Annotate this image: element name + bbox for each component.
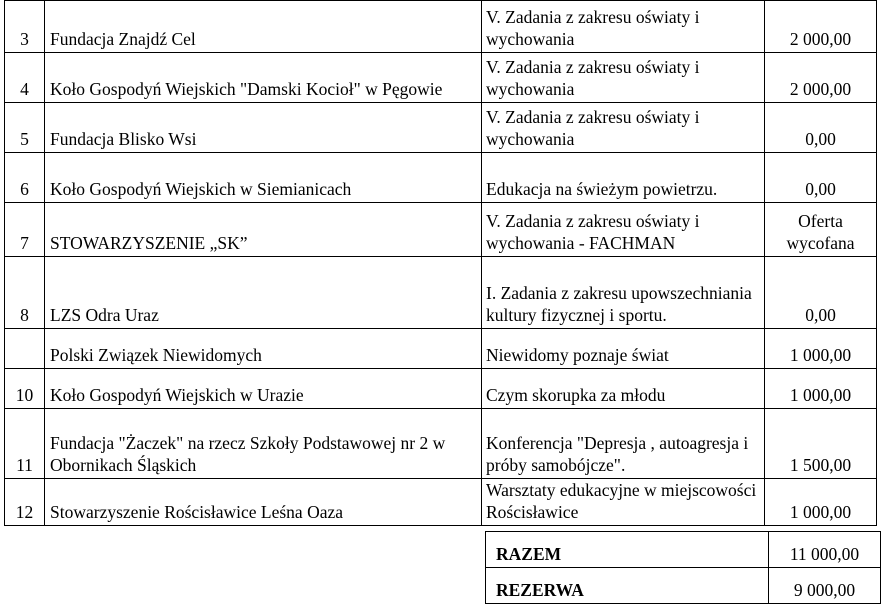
grant-amount: 2 000,00 (765, 1, 877, 53)
table-row (5, 479, 877, 526)
rezerwa-label: REZERWA (486, 568, 769, 604)
organization-name: STOWARZYSZENIE „SK” (45, 203, 482, 257)
task-description: Niewidomy poznaje świat (482, 329, 765, 369)
row-number: 10 (5, 369, 45, 409)
row-number: 4 (5, 53, 45, 103)
razem-label: RAZEM (486, 532, 769, 568)
grant-amount: 0,00 (765, 103, 877, 153)
task-description: V. Zadania z zakresu oświaty i wychowania (482, 103, 765, 153)
organization-name: Polski Związek Niewidomych (45, 329, 482, 369)
task-description: I. Zadania z zakresu upowszechniania kultury fizycznej i sportu. (482, 257, 765, 329)
grants-table (4, 0, 877, 526)
row-number (5, 329, 45, 369)
razem-row (486, 532, 881, 568)
organization-name: Koło Gospodyń Wiejskich "Damski Kocioł" w Pęgowie (45, 53, 482, 103)
organization-name: Fundacja Blisko Wsi (45, 103, 482, 153)
rezerwa-amount: 9 000,00 (769, 568, 881, 604)
task-description: V. Zadania z zakresu oświaty i wychowania (482, 53, 765, 103)
grant-amount: 1 000,00 (765, 329, 877, 369)
totals-table (485, 531, 881, 604)
grant-amount: Oferta wycofana (765, 203, 877, 257)
table-row (5, 103, 877, 153)
task-description: Konferencja "Depresja , autoagresja i próby samobójcze". (482, 409, 765, 479)
organization-name: Koło Gospodyń Wiejskich w Urazie (45, 369, 482, 409)
organization-name: Koło Gospodyń Wiejskich w Siemianicach (45, 153, 482, 203)
row-number: 11 (5, 409, 45, 479)
row-number: 8 (5, 257, 45, 329)
row-number: 3 (5, 1, 45, 53)
organization-name: Fundacja "Żaczek" na rzecz Szkoły Podstawowej nr 2 w Obornikach Śląskich (45, 409, 482, 479)
grant-amount: 1 000,00 (765, 369, 877, 409)
razem-amount: 11 000,00 (769, 532, 881, 568)
table-row (5, 409, 877, 479)
organization-name: Fundacja Znajdź Cel (45, 1, 482, 53)
grant-amount: 0,00 (765, 257, 877, 329)
table-row (5, 329, 877, 369)
table-row (5, 203, 877, 257)
rezerwa-row (486, 568, 881, 604)
table-row (5, 369, 877, 409)
organization-name: LZS Odra Uraz (45, 257, 482, 329)
grant-amount: 1 000,00 (765, 479, 877, 526)
organization-name: Stowarzyszenie Rościsławice Leśna Oaza (45, 479, 482, 526)
grant-amount: 0,00 (765, 153, 877, 203)
row-number: 7 (5, 203, 45, 257)
task-description: V. Zadania z zakresu oświaty i wychowania (482, 1, 765, 53)
grant-amount: 2 000,00 (765, 53, 877, 103)
task-description: V. Zadania z zakresu oświaty i wychowania - FACHMAN (482, 203, 765, 257)
table-row (5, 257, 877, 329)
row-number: 12 (5, 479, 45, 526)
table-row (5, 53, 877, 103)
table-row (5, 1, 877, 53)
row-number: 5 (5, 103, 45, 153)
grant-amount: 1 500,00 (765, 409, 877, 479)
task-description: Edukacja na świeżym powietrzu. (482, 153, 765, 203)
table-row (5, 153, 877, 203)
task-description: Warsztaty edukacyjne w miejscowości Rościsławice (482, 479, 765, 526)
row-number: 6 (5, 153, 45, 203)
task-description: Czym skorupka za młodu (482, 369, 765, 409)
